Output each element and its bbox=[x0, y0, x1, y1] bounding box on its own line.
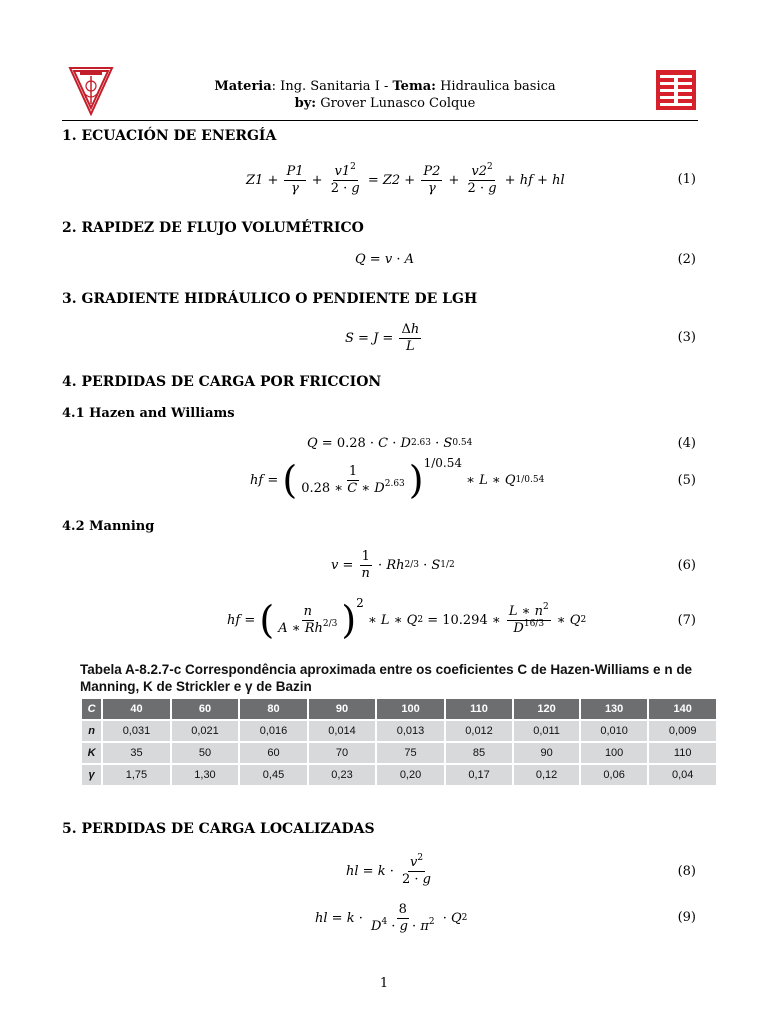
header-rule bbox=[62, 120, 698, 121]
table-cell: 50 bbox=[172, 743, 239, 763]
table-cell: 90 bbox=[514, 743, 579, 763]
section-4-heading: 4. PERDIDAS DE CARGA POR FRICCION bbox=[62, 374, 382, 390]
university-shield-logo bbox=[68, 66, 114, 116]
table-cell: 0,014 bbox=[309, 721, 376, 741]
table-row bbox=[82, 765, 716, 785]
table-header-cell: 130 bbox=[581, 699, 648, 719]
section-3-heading: 3. GRADIENTE HIDRÁULICO O PENDIENTE DE LGH bbox=[62, 291, 478, 307]
section-5-heading: 5. PERDIDAS DE CARGA LOCALIZADAS bbox=[62, 821, 375, 837]
table-header-cell: 90 bbox=[309, 699, 376, 719]
equation-6: v = $\frac{1}{n}$ · Rh 2/3 · S 1/2 bbox=[331, 548, 455, 581]
equation-number: (4) bbox=[677, 436, 696, 451]
equation-8: hl = k · $\frac{v^2}{2 \cdot g}$ bbox=[346, 852, 431, 887]
equation-4: Q = 0.28 · C · D 2.63 · S 0.54 bbox=[307, 435, 473, 451]
table-header-cell: 120 bbox=[514, 699, 579, 719]
tema-value: Hidraulica basica bbox=[435, 79, 556, 94]
table-cell: 0,45 bbox=[240, 765, 307, 785]
author-label: by: bbox=[294, 96, 317, 111]
table-header-cell: 40 bbox=[103, 699, 170, 719]
table-cell: 0,23 bbox=[309, 765, 376, 785]
table-cell: 1,75 bbox=[103, 765, 170, 785]
table-header-cell: 140 bbox=[649, 699, 716, 719]
table-cell: 60 bbox=[240, 743, 307, 763]
table-cell: 0,010 bbox=[581, 721, 648, 741]
table-cell: 0,011 bbox=[514, 721, 579, 741]
header-line-1 bbox=[150, 78, 620, 95]
tema-label: Tema: bbox=[392, 79, 436, 94]
table-cell: 0,013 bbox=[377, 721, 444, 741]
table-header-row bbox=[82, 699, 716, 719]
equation-number: (6) bbox=[677, 558, 696, 573]
equation-number: (8) bbox=[677, 864, 696, 879]
equation-number: (9) bbox=[677, 910, 696, 925]
equation-1: Z1 + $\frac{P1}{\gamma}$ + $\frac{v1^2}{2 \cdot g}$ = Z2 + $\frac{P2}{\gamma}$ + $\frac{v2^2}{2 \cdot g}$ + hf + hl bbox=[246, 161, 565, 196]
page-number: 1 bbox=[379, 976, 389, 991]
equation-number: (3) bbox=[677, 330, 696, 345]
author-value: Grover Lunasco Colque bbox=[316, 96, 476, 111]
equation-number: (5) bbox=[677, 473, 696, 488]
equation-3: S = J = $\frac{\Delta h}{L}$ bbox=[345, 321, 420, 354]
table-cell: 110 bbox=[649, 743, 716, 763]
table-cell: 0,12 bbox=[514, 765, 579, 785]
table-cell: 1,30 bbox=[172, 765, 239, 785]
table-cell: 35 bbox=[103, 743, 170, 763]
table-header-cell: 80 bbox=[240, 699, 307, 719]
faculty-emblem-logo bbox=[656, 70, 696, 110]
table-header-cell: 110 bbox=[446, 699, 513, 719]
section-2-heading: 2. RAPIDEZ DE FLUJO VOLUMÉTRICO bbox=[62, 220, 364, 236]
table-row bbox=[82, 743, 716, 763]
equation-7: hf = ( $\frac{n}{A ∗ Rh^{2/3}}$ ) 2 ∗ L ∗ Q 2 = 10.294 ∗ $\frac{L ∗ n^2}{D^{16/3}}$ ∗ Q 2 bbox=[227, 596, 587, 642]
table-cell: 0,06 bbox=[581, 765, 648, 785]
header-line-2 bbox=[150, 95, 620, 112]
table-cell: 100 bbox=[581, 743, 648, 763]
materia-label: Materia bbox=[214, 79, 272, 94]
table-caption: Tabela A-8.2.7-c Correspondência aproximada entre os coeficientes C de Hazen-Williams e n de Manning, K de Strickler e γ de Bazin bbox=[80, 662, 693, 694]
table-header-cell: C bbox=[82, 699, 101, 719]
equation-9: hl = k · $\frac{8}{D^4 \cdot g \cdot \pi^2}$ · Q 2 bbox=[315, 901, 468, 934]
table-cell: 0,20 bbox=[377, 765, 444, 785]
table-cell: 0,17 bbox=[446, 765, 513, 785]
table-row bbox=[82, 721, 716, 741]
materia-value: : Ing. Sanitaria I - bbox=[271, 79, 393, 94]
table-cell: 0,04 bbox=[649, 765, 716, 785]
equation-number: (1) bbox=[677, 172, 696, 187]
equation-number: (2) bbox=[677, 252, 696, 267]
table-cell: γ bbox=[82, 765, 101, 785]
equation-2: Q = v · A bbox=[355, 251, 414, 267]
table-cell: 0,031 bbox=[103, 721, 170, 741]
table-header-cell: 100 bbox=[377, 699, 444, 719]
table-cell: 75 bbox=[377, 743, 444, 763]
table-cell: 0,009 bbox=[649, 721, 716, 741]
section-1-heading: 1. ECUACIÓN DE ENERGÍA bbox=[62, 128, 277, 144]
table-header-cell: 60 bbox=[172, 699, 239, 719]
subsection-4-1-heading: 4.1 Hazen and Williams bbox=[62, 406, 235, 421]
table-cell: 0,016 bbox=[240, 721, 307, 741]
coefficient-table bbox=[80, 697, 718, 787]
table-cell: K bbox=[82, 743, 101, 763]
table-cell: 70 bbox=[309, 743, 376, 763]
table-cell: n bbox=[82, 721, 101, 741]
table-cell: 85 bbox=[446, 743, 513, 763]
table-cell: 0,021 bbox=[172, 721, 239, 741]
subsection-4-2-heading: 4.2 Manning bbox=[62, 519, 155, 534]
equation-5: hf = ( $\frac{1}{0.28 ∗ C ∗ D^{2.63}}$ ) 1/0.54 ∗ L ∗ Q 1/0.54 bbox=[250, 456, 545, 502]
table-cell: 0,012 bbox=[446, 721, 513, 741]
equation-number: (7) bbox=[677, 613, 696, 628]
